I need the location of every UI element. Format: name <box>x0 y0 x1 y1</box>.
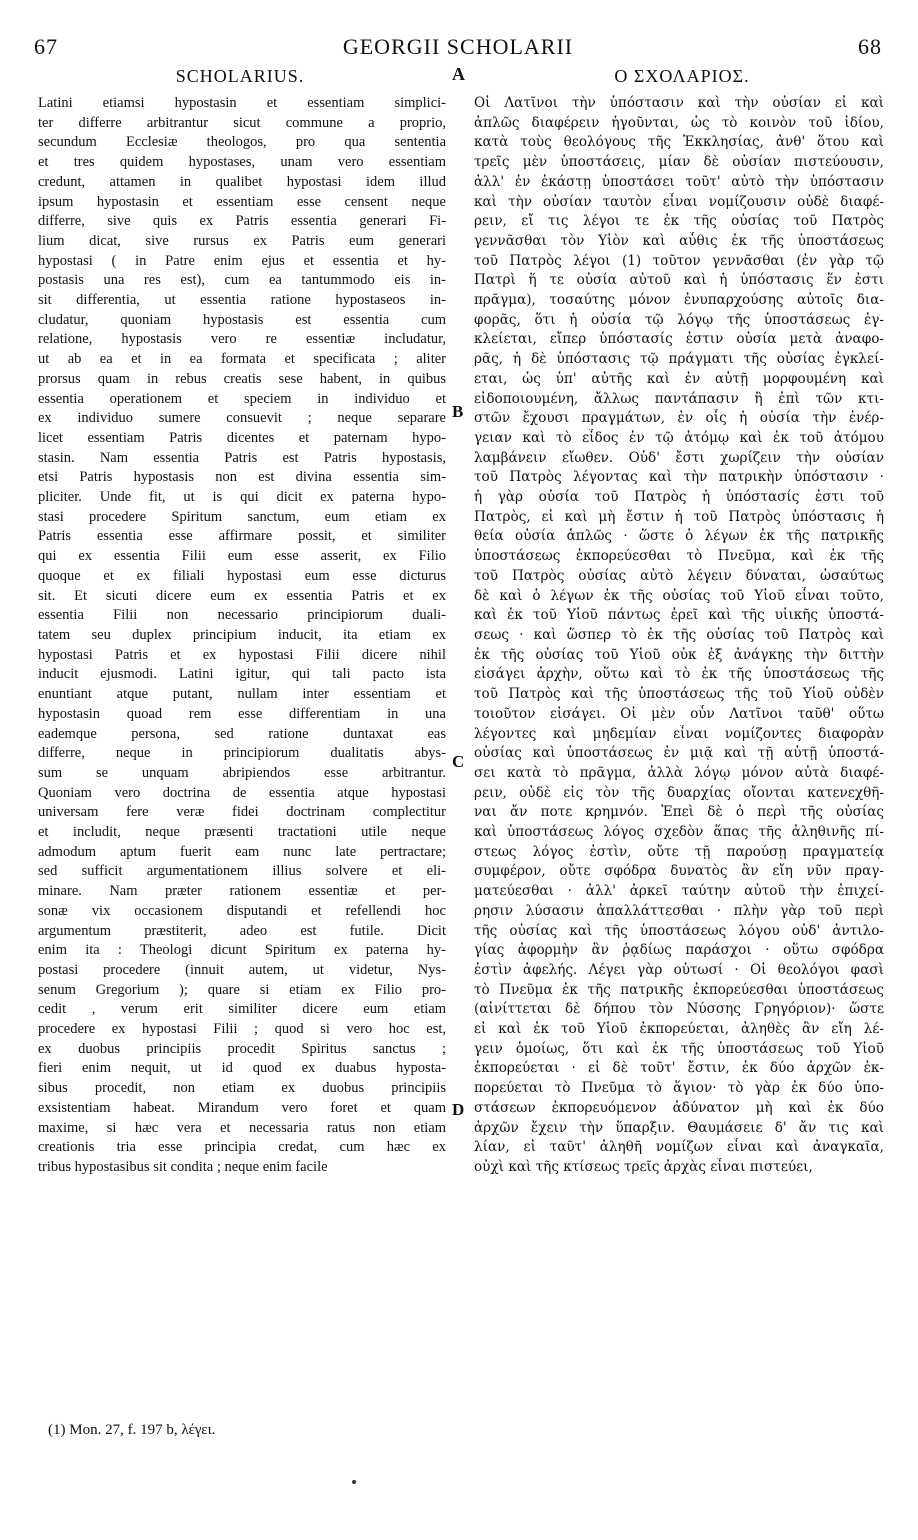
latin-text-line: differre, neque in principiorum dualitatis abys- <box>38 745 446 762</box>
greek-text-line: πορεύεται τὸ Πνεῦμα τὸ ἅγιον· τὸ γὰρ ἐκ δύο ὑπο- <box>474 1080 884 1097</box>
greek-column <box>474 94 884 1178</box>
latin-text-line: sit differentia, ut essentia ratione hypostaseos in- <box>38 292 446 309</box>
latin-text-line: enuntiant atque putant, nullam inter essentiam et <box>38 686 446 703</box>
greek-text-line: ρειν, εἴ τις λέγοι τε ἐκ τῆς οὐσίας τοῦ Πατρὸς <box>474 213 884 230</box>
greek-text-line: δὲ καὶ ὁ λέγων ἐκ τῆς οὐσίας τοῦ Υἱοῦ εἶναι τοῦτο, <box>474 587 884 604</box>
latin-text-line: cludatur, quoniam hypostasis est essentia cum <box>38 311 446 328</box>
latin-text-line: eademque persona, sed ratione duntaxat eas <box>38 725 446 742</box>
greek-text-line: γειαν καὶ τὸ εἶδος ἐν τῷ ἀτόμῳ καὶ ἐκ τοῦ ἀτόμου <box>474 429 884 446</box>
latin-text-line: stasin. Nam essentia Patris est Patris hypostasis, <box>38 449 446 466</box>
greek-text-line: καὶ ἐκ τοῦ Υἱοῦ πάντως ἐρεῖ καὶ τῆς υἱικῆς ὑποστά- <box>474 607 884 624</box>
greek-text-line: ματεύεσθαι · ἀλλ' ἀρκεῖ ταύτην αὐτοῦ τὴν ἐπιχεί- <box>474 883 884 900</box>
latin-text-line: admodum aptum fuerit eam nunc late pertractare; <box>38 843 446 860</box>
section-marker-b: B <box>452 402 464 421</box>
greek-text-line: ἀλλ' ἐν ἑκάστῃ ὑποστάσει τοῦτ' αὐτὸ τὴν ὑπόστασιν <box>474 173 884 190</box>
greek-text-line: λέγοντες καὶ μηδεμίαν εἶναι νομίζοντες διαφορὰν <box>474 725 884 742</box>
latin-text-line: inducit ejusmodi. Latini igitur, qui tali pacto ista <box>38 666 446 683</box>
greek-text-line: τὸ Πνεῦμα ἐκ τῆς πατρικῆς ἐκπορεύεσθαι ὑποστάσεως <box>474 981 884 998</box>
latin-text-line: postasi procedere (innuit autem, ut videtur, Nys- <box>38 961 446 978</box>
greek-text-line: ἡ γὰρ οὐσία τοῦ Πατρὸς ἡ ὑπόστασίς ἐστι τοῦ <box>474 489 884 506</box>
latin-text-line: procedere ex hypostasi Filii ; quod si vero hoc est, <box>38 1021 446 1038</box>
greek-text-line: κλείεται, εἴπερ ὑπόστασίς ἐστιν οὐσία μετὰ ἀναφο- <box>474 331 884 348</box>
greek-text-line: ἁπλῶς διαφέρειν ἡγοῦνται, ὡς τὸ κοινὸν τοῦ ἰδίου, <box>474 114 884 131</box>
latin-text-line: tatem seu duplex principium inducit, ita etiam ex <box>38 626 446 643</box>
greek-text-line: πρᾶγμα), τοσαύτης μόνον ἐνυπαρχούσης αὐτοῖς δια- <box>474 292 884 309</box>
running-title: GEORGII SCHOLARII <box>342 34 574 59</box>
latin-column-title: SCHOLARIUS. <box>175 66 305 86</box>
page-number-right: 68 <box>858 34 882 59</box>
greek-text-line: κατὰ τοὺς θεολόγους τῆς Ἐκκλησίας, ἀνθ' ὅτου καὶ <box>474 134 884 151</box>
greek-text-line: εἰ καὶ ἐκ τοῦ Υἱοῦ ἐκπορεύεται, ἀληθὲς ἂν εἴη λέ- <box>474 1021 884 1038</box>
latin-text-line: cedit , verum erit similiter dicere eum etiam <box>38 1001 446 1018</box>
greek-text-line: οὐσίας καὶ ὑποστάσεως ἐν μιᾷ καὶ τῇ αὐτῇ ὑποστά- <box>474 745 884 762</box>
latin-text-line: ipsum hypostasin et essentiam esse censent neque <box>38 193 446 210</box>
greek-text-line: λίαν, εἰ ταῦτ' ἀληθῆ νομίζων εἶναι καὶ ἀναγκαῖα, <box>474 1139 884 1156</box>
greek-column-title: Ο ΣΧΟΛΑΡΙΟΣ. <box>614 66 750 86</box>
greek-text-line: φορᾶς, ὅτι ἡ οὐσία τῷ λόγῳ τῆς ὑποστάσεως ἐγ- <box>474 311 884 328</box>
latin-text-line: argumentum præstiterit, adeo est futile. Dicit <box>38 922 446 939</box>
latin-text-line: stasi procedere Spiritum sanctum, eum etiam ex <box>38 508 446 525</box>
latin-text-line: hypostasin quoad rem esse differentiam in una <box>38 705 446 722</box>
greek-text-line: ἐκπορεύεται · εἰ δὲ τοῦτ' ἔστιν, ἐκ δύο ἀρχῶν ἐκ- <box>474 1060 884 1077</box>
latin-text-line: ter differre arbitrantur sicut commune a proprio, <box>38 114 446 131</box>
greek-text-line: τρεῖς μὲν ὑποστάσεις, μίαν δὲ οὐσίαν πιστεύουσιν, <box>474 154 884 171</box>
latin-text-line: et includit, neque præsenti tractationi utile neque <box>38 824 446 841</box>
greek-text-line: σει κατὰ τὸ πρᾶγμα, ἀλλὰ λόγῳ μόνον αὐτὰ διαφέ- <box>474 764 884 781</box>
latin-text-line: universam fere veræ fidei doctrinam complectitur <box>38 804 446 821</box>
footnote: (1) Mon. 27, f. 197 b, λέγει. <box>48 1422 216 1438</box>
greek-text-line: τοῦ Πατρὸς λέγοντας καὶ τὴν πατρικὴν ὑπόστασιν · <box>474 469 884 486</box>
latin-text-line: essentia operationem et speciem in individuo et <box>38 390 446 407</box>
latin-text-line: qui ex essentia Filii eum esse asserit, ex Filio <box>38 548 446 565</box>
greek-text-line: Οἱ Λατῖνοι τὴν ὑπόστασιν καὶ τὴν οὐσίαν εἰ καὶ <box>474 95 884 111</box>
latin-column <box>38 94 446 1178</box>
latin-text-line: credunt, attamen in qualibet hypostasi idem illud <box>38 173 446 190</box>
latin-text-line: enim ita : Theologi dicunt Spiritum ex paterna hy- <box>38 942 446 959</box>
greek-text-line: τοῦ Πατρὸς οὐσίας αὐτὸ λέγειν δύναται, ὡσαύτως <box>474 567 884 584</box>
greek-text-line: ρᾶς, ἡ δὲ ὑπόστασις τῷ πράγματι τῆς οὐσίας ἐγκλεί- <box>474 351 884 368</box>
greek-text-line: εἰδοποιουμένη, ἄλλως παντάπασιν ἢ ἐπὶ τῶν κτι- <box>474 390 884 407</box>
greek-text-line: τοῦ Πατρὸς καὶ τῆς ὑποστάσεως τῆς τοῦ Υἱοῦ οὐδὲν <box>474 686 884 703</box>
latin-text-line: ex duobus principiis procedit Spiritus sanctus ; <box>38 1040 446 1057</box>
latin-text-line: differre, sive quis ex Patris essentia generari Fi- <box>38 213 446 230</box>
latin-text-line: lium dicat, sive rursus ex Patris eum generari <box>38 232 446 249</box>
latin-text-line: etsi Patris hypostasis non est divina essentia sim- <box>38 469 446 486</box>
latin-text-line: sit. Et sicuti dicere eum ex essentia Patris et ex <box>38 587 446 604</box>
latin-text-line: ex individuo sumere consuevit ; neque separare <box>38 410 446 427</box>
greek-text-line: ναι ἄν ποτε κρημνόν. Ἐπεὶ δὲ ὁ περὶ τῆς οὐσίας <box>474 804 884 821</box>
latin-text-line: sonæ vix occasionem disputandi et refellendi hoc <box>38 902 446 919</box>
ink-dot <box>352 1480 356 1484</box>
latin-text-line: Quoniam vero doctrina de essentia atque hypostasi <box>38 784 446 801</box>
greek-text-line: γεννᾶσθαι τὸν Υἱὸν καὶ αὖθις ἐκ τῆς ὑποστάσεως <box>474 232 884 249</box>
latin-text-line: ut ab ea et in ea formata et specificata ; aliter <box>38 351 446 368</box>
latin-text-line: maxime, si hæc vera et necessaria ratus non etiam <box>38 1119 446 1136</box>
greek-text-line: γίας ἀφορμὴν ἂν ῥᾳδίως παράσχοι · οὕτω σφόδρα <box>474 942 884 959</box>
greek-text-line: οὐχὶ καὶ τῆς κτίσεως τρεῖς ἀρχὰς εἶναι πιστεύει, <box>474 1158 813 1175</box>
greek-text-line: Πατρὸς, εἰ καὶ μὴ ἔστιν ἡ τοῦ Πατρὸς ὑπόστασις ἡ <box>474 508 884 525</box>
page-number-left: 67 <box>34 34 58 59</box>
latin-text-line: fieri enim nequit, ut id quod ex duabus hyposta- <box>38 1060 446 1077</box>
running-head <box>34 34 882 64</box>
greek-text-line: στεως λόγος ἐστὶν, οὔτε τῇ παρούσῃ πραγματείᾳ <box>474 843 884 860</box>
latin-text-line: senum Gregorium ); quare si etiam ex Filio pro- <box>38 981 446 998</box>
latin-text-line: relatione, hypostasis vero re essentiæ includatur, <box>38 331 446 348</box>
latin-text-line: quoque et ex filiali hypostasi eum esse dicturus <box>38 567 446 584</box>
greek-text-line: καὶ τὴν οὐσίαν ταυτὸν εἶναι νομίζουσιν οὐδὲ διαφέ- <box>474 193 884 210</box>
greek-text-line: ἐστὶν ἀφελής. Λέγει γὰρ οὑτωσί · Οἱ θεολόγοι φασὶ <box>474 961 884 978</box>
latin-text-line: Patris essentia esse affirmare possit, et similiter <box>38 528 446 545</box>
greek-text-line: στάσεων ἐκπορευόμενον ἀδύνατον μὴ καὶ ἐκ δύο <box>474 1099 884 1116</box>
greek-text-line: (αἰνίττεται δὲ δήπου τὸν Νύσσης Γρηγόριον)· ὥστε <box>474 1001 884 1018</box>
latin-text-line: minare. Nam præter rationem essentiæ et per- <box>38 883 446 900</box>
greek-text-line: εται, ὡς ὑπ' αὐτῆς καὶ ἐν αὐτῇ μορφουμένη καὶ <box>474 370 884 387</box>
latin-text-line: hypostasi ( in Patre enim ejus et essentia et hy- <box>38 252 446 269</box>
latin-text-line: hypostasi Patris et ex hypostasi Filii dicere nihil <box>38 646 446 663</box>
section-marker-c: C <box>452 752 465 771</box>
latin-text-line: sibus procedit, non etiam ex duobus principiis <box>38 1080 446 1097</box>
latin-text-line: sed sufficit argumentationem illius solvere et eli- <box>38 863 446 880</box>
latin-text-line: exsistentiam habeat. Mirandum vero foret et quam <box>38 1099 446 1116</box>
latin-text-line: tribus hypostasibus sit condita ; neque enim facile <box>38 1158 328 1175</box>
greek-text-line: σεως · καὶ ὥσπερ τὸ ἐκ τῆς οὐσίας τοῦ Πατρὸς καὶ <box>474 626 884 643</box>
section-marker-a: A <box>452 64 465 84</box>
section-marker-d: D <box>452 1100 465 1119</box>
latin-text-line: postasis una res est), cum ea tantummodo eis in- <box>38 272 446 289</box>
greek-text-line: λαμβάνειν εἴωθεν. Οὐδ' ἔστι χωρίζειν τὴν οὐσίαν <box>474 449 884 466</box>
latin-text-line: prorsus quam in rebus creatis sese habent, in quibus <box>38 370 446 387</box>
greek-text-line: θεία οὐσία ἁπλῶς · ὥστε ὁ λέγων ἐκ τῆς πατρικῆς <box>474 528 884 545</box>
greek-text-line: τοῦ Πατρὸς λέγοι (1) τοῦτον γεννᾶσθαι (ἐν γὰρ τῷ <box>474 252 884 269</box>
latin-text-line: et tres quidem hypostases, unam vero essentiam <box>38 154 446 171</box>
latin-text-line: secundum Ecclesiæ theologos, pro qua sententia <box>38 134 446 151</box>
greek-text-line: ρησιν λύσασιν ἀπαλλάττεσθαι · πλὴν γὰρ τοῦ περὶ <box>474 902 884 919</box>
latin-text-line: creationis tria esse principia credat, cum hæc ex <box>38 1139 446 1156</box>
latin-text-line: essentia Filii non necessario principiorum duali- <box>38 607 446 624</box>
latin-text-line: sum se unquam abripiendos esse arbitrantur. <box>38 764 446 781</box>
greek-text-line: τῆς οὐσίας καὶ τῆς ὑποστάσεως λόγου οὐδ' ἀντιλο- <box>474 922 884 939</box>
greek-text-line: ρειν, οὐδὲ εἰς τὸν τῆς δυαρχίας οἴονται κατενεχθῆ- <box>474 784 884 801</box>
greek-text-line: τοιοῦτον εἰσάγει. Οἱ μὲν οὖν Λατῖνοι ταῦθ' οὕτω <box>474 705 884 722</box>
latin-text-line: licet essentiam Patris dicentes et paternam hypo- <box>38 429 446 446</box>
greek-text-line: στῶν ἔχουσι πραγμάτων, ἐν οἷς ἡ οὐσία τὴν ἐνέρ- <box>474 410 884 427</box>
latin-text-line: Latini etiamsi hypostasin et essentiam simplici- <box>38 95 446 111</box>
greek-text-line: ὑποστάσεως ἐκπορεύεσθαι τὸ Πνεῦμα, καὶ ἐκ τῆς <box>474 548 884 565</box>
greek-text-line: Πατρὶ ἥ τε οὐσία αὐτοῦ καὶ ἡ ὑπόστασις ἕν ἐστι <box>474 272 884 289</box>
greek-text-line: γειν ὁμοίως, ὅτι καὶ ἐκ τῆς ὑποστάσεως τοῦ Υἱοῦ <box>474 1040 884 1057</box>
greek-text-line: συμφέρον, οὔτε σφόδρα δυνατὸς ἂν εἴη νῦν πραγ- <box>474 863 884 880</box>
greek-text-line: καὶ ὑποστάσεως λόγος σχεδὸν ἅπας τῆς ἀληθινῆς πί- <box>474 824 884 841</box>
greek-text-line: εἰσάγει ἀρχὴν, οὕτω καὶ τὸ ἐκ τῆς ὑποστάσεως τῆς <box>474 666 884 683</box>
greek-text-line: ἀρχῶν ἔχειν τὴν ὕπαρξιν. Θαυμάσειε δ' ἄν τις καὶ <box>474 1119 884 1136</box>
greek-text-line: ἐκ τῆς οὐσίας τοῦ Υἱοῦ οὐκ ἐξ ἀνάγκης τὴν διττὴν <box>474 646 884 663</box>
latin-text-line: pliciter. Unde fit, ut is qui dicit ex paterna hypo- <box>38 489 446 506</box>
